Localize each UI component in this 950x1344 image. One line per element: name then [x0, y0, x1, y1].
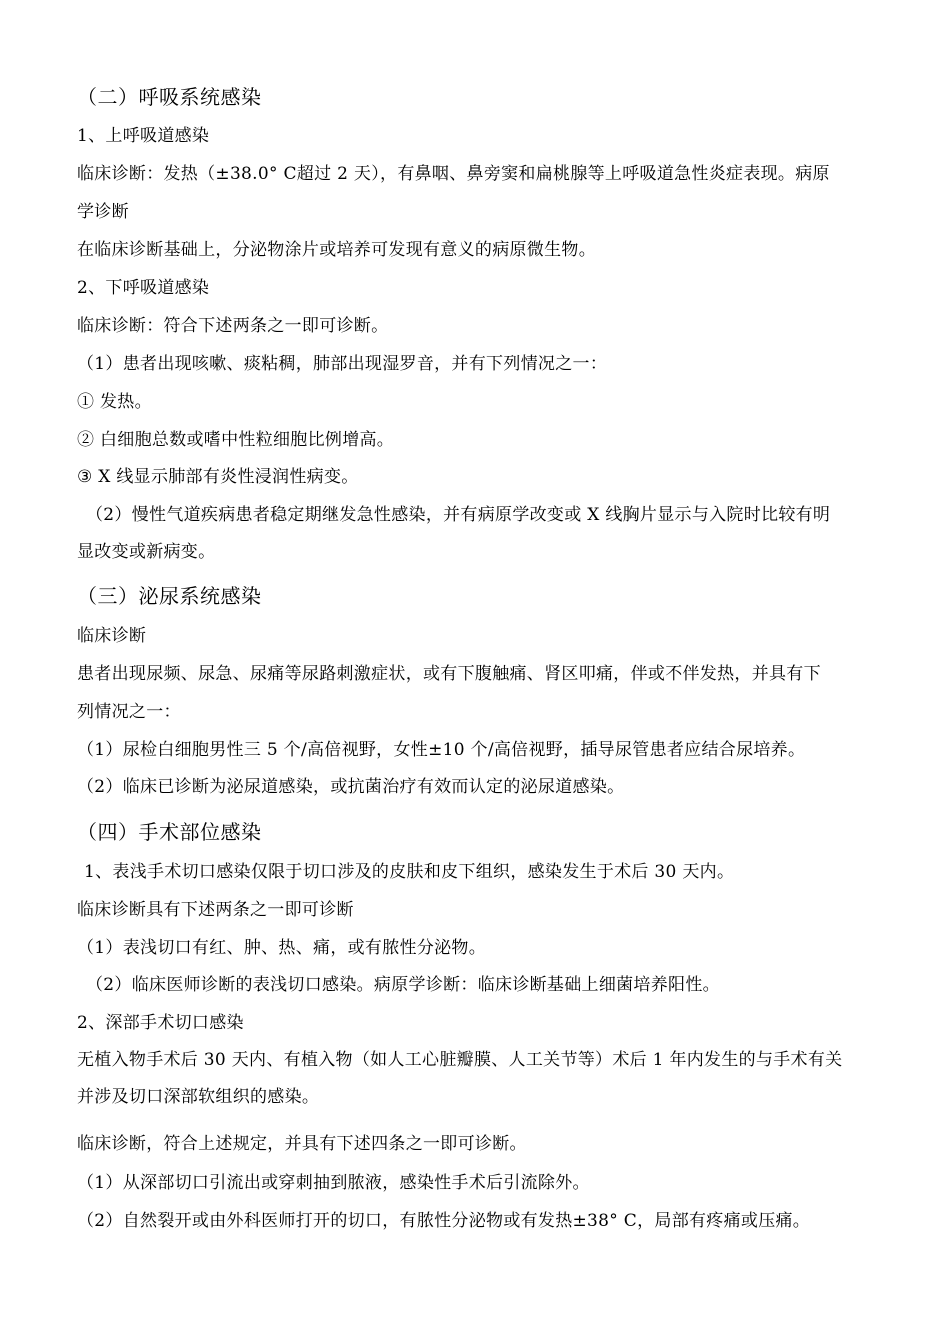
- paragraph-lower-clinical: 临床诊断：符合下述两条之一即可诊断。: [77, 316, 389, 336]
- section-heading-respiratory: （二）呼吸系统感染: [77, 85, 262, 109]
- paragraph-urinary-clinical: 临床诊断: [77, 626, 147, 646]
- list-item-deep-1: （1）从深部切口引流出或穿刺抽到脓液，感染性手术后引流除外。: [77, 1173, 590, 1193]
- subsection-title-superficial-incision: 1、表浅手术切口感染仅限于切口涉及的皮肤和皮下组织，感染发生于术后 30 天内。: [84, 862, 735, 882]
- list-item-deep-2: （2）自然裂开或由外科医师打开的切口，有脓性分泌物或有发热±38° C，局部有疼痛或压痛。: [77, 1211, 811, 1231]
- list-subitem-xray: ③ X 线显示肺部有炎性浸润性病变。: [77, 467, 359, 487]
- list-item-superficial-1: （1）表浅切口有红、肿、热、痛，或有脓性分泌物。: [77, 938, 487, 958]
- paragraph-upper-clinical-line1: 临床诊断：发热（±38.0° C超过 2 天），有鼻咽、鼻旁窦和扁桃腺等上呼吸道急性炎症表现。病原: [77, 164, 830, 184]
- paragraph-deep-desc-line2: 并涉及切口深部软组织的感染。: [77, 1087, 320, 1107]
- list-item-lower-1: （1）患者出现咳嗽、痰粘稠，肺部出现湿罗音，并有下列情况之一：: [77, 354, 608, 374]
- paragraph-deep-clinical: 临床诊断，符合上述规定，并具有下述四条之一即可诊断。: [77, 1134, 527, 1154]
- section-heading-urinary: （三）泌尿系统感染: [77, 584, 262, 608]
- list-item-lower-2-line2: 显改变或新病变。: [77, 542, 216, 562]
- paragraph-urinary-desc-line2: 列情况之一：: [77, 702, 181, 722]
- paragraph-upper-pathology: 在临床诊断基础上，分泌物涂片或培养可发现有意义的病原微生物。: [77, 240, 596, 260]
- paragraph-superficial-clinical: 临床诊断具有下述两条之一即可诊断: [77, 900, 354, 920]
- subsection-title-lower-respiratory: 2、下呼吸道感染: [77, 278, 210, 298]
- list-item-lower-2-line1: （2）慢性气道疾病患者稳定期继发急性感染，并有病原学改变或 X 线胸片显示与入院时比较有明: [86, 505, 831, 525]
- section-heading-surgical-site: （四）手术部位感染: [77, 820, 262, 844]
- paragraph-upper-clinical-line2: 学诊断: [77, 202, 129, 222]
- list-item-urinary-2: （2）临床已诊断为泌尿道感染，或抗菌治疗有效而认定的泌尿道感染。: [77, 777, 625, 797]
- list-subitem-fever: ① 发热。: [77, 392, 152, 412]
- subsection-title-upper-respiratory: 1、上呼吸道感染: [77, 126, 210, 146]
- paragraph-deep-desc-line1: 无植入物手术后 30 天内、有植入物（如人工心脏瓣膜、人工关节等）术后 1 年内发生的与手术有关: [77, 1050, 843, 1070]
- list-item-superficial-2: （2）临床医师诊断的表浅切口感染。病原学诊断：临床诊断基础上细菌培养阳性。: [86, 975, 720, 995]
- list-item-urinary-1: （1）尿检白细胞男性三 5 个/高倍视野，女性±10 个/高倍视野，插导尿管患者应结合尿培养。: [77, 740, 806, 760]
- subsection-title-deep-incision: 2、深部手术切口感染: [77, 1013, 244, 1033]
- paragraph-urinary-desc-line1: 患者出现尿频、尿急、尿痛等尿路刺激症状，或有下腹触痛、肾区叩痛，伴或不伴发热，并具有下: [77, 664, 821, 684]
- list-subitem-wbc: ② 白细胞总数或嗜中性粒细胞比例增高。: [77, 430, 395, 450]
